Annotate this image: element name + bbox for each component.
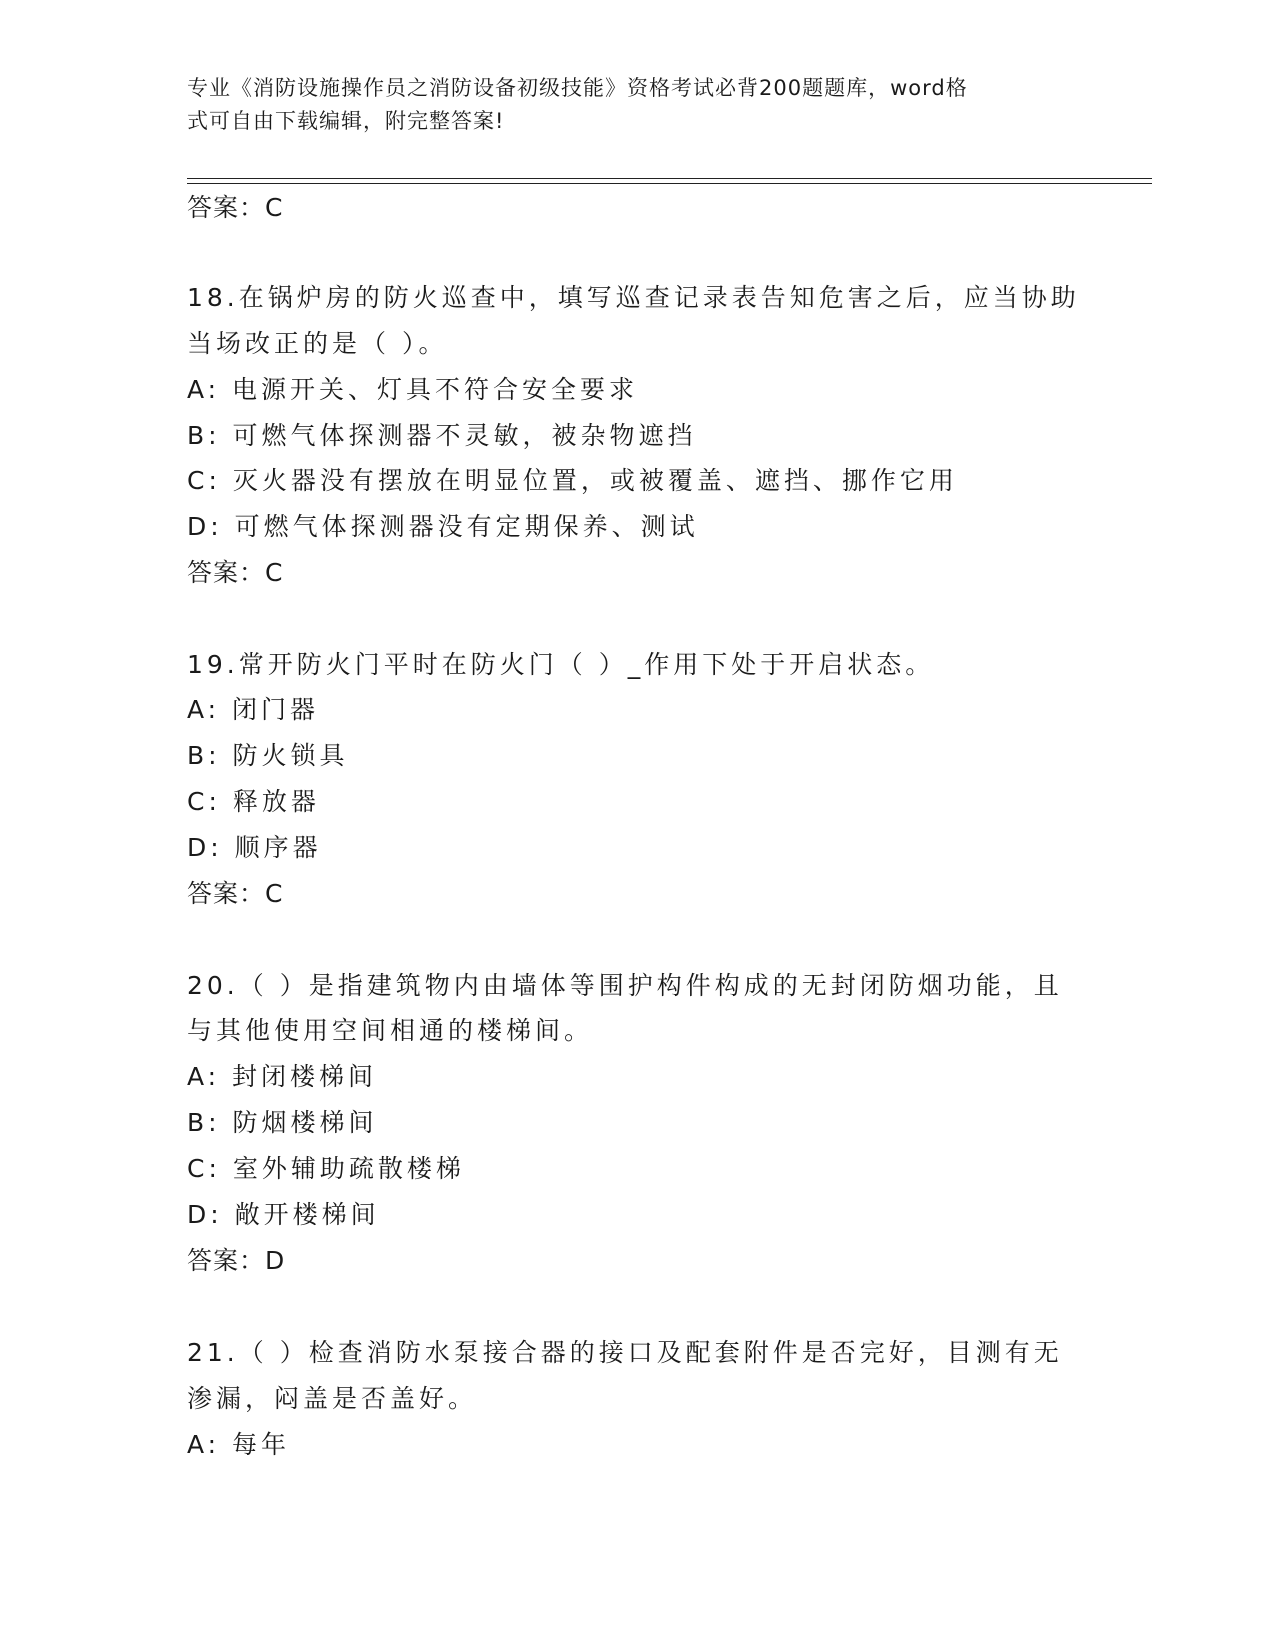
question-19-answer: 答案：C — [187, 879, 284, 908]
question-18-line-2: 当场改正的是（ ）。 — [187, 329, 448, 358]
question-20-option-a: A: 封闭楼梯间 — [187, 1062, 378, 1091]
question-20-answer: 答案：D — [187, 1246, 286, 1275]
question-18-option-a: A: 电源开关、灯具不符合安全要求 — [187, 375, 639, 404]
header-line-2: 式可自由下载编辑，附完整答案! — [187, 109, 505, 133]
question-18-option-d: D: 可燃气体探测器没有定期保养、测试 — [187, 512, 699, 541]
question-19-option-c: C: 释放器 — [187, 787, 320, 816]
question-21-option-a: A: 每年 — [187, 1430, 291, 1459]
question-19-option-d: D: 顺序器 — [187, 833, 322, 862]
question-18-option-b: B: 可燃气体探测器不灵敏，被杂物遮挡 — [187, 421, 697, 450]
question-18-answer: 答案：C — [187, 558, 284, 587]
question-20-option-c: C: 室外辅助疏散楼梯 — [187, 1154, 465, 1183]
question-19-option-a: A: 闭门器 — [187, 695, 320, 724]
header-rule-top — [187, 178, 1152, 179]
question-20-line-1: 20.（ ）是指建筑物内由墙体等围护构件构成的无封闭防烟功能，且 — [187, 971, 1063, 1000]
question-20-option-b: B: 防烟楼梯间 — [187, 1108, 378, 1137]
question-19-option-b: B: 防火锁具 — [187, 741, 349, 770]
question-21-line-2: 渗漏，闷盖是否盖好。 — [187, 1384, 478, 1413]
header-line-1: 专业《消防设施操作员之消防设备初级技能》资格考试必背200题题库，word格 — [187, 76, 968, 100]
header-rule-bottom — [187, 183, 1152, 184]
question-20-option-d: D: 敞开楼梯间 — [187, 1200, 380, 1229]
question-20-line-2: 与其他使用空间相通的楼梯间。 — [187, 1016, 594, 1045]
question-18-option-c: C: 灭火器没有摆放在明显位置，或被覆盖、遮挡、挪作它用 — [187, 466, 958, 495]
question-21-line-1: 21.（ ）检查消防水泵接合器的接口及配套附件是否完好，目测有无 — [187, 1338, 1063, 1367]
answer-top: 答案：C — [187, 193, 284, 222]
question-18-line-1: 18.在锅炉房的防火巡查中，填写巡查记录表告知危害之后，应当协助 — [187, 283, 1080, 312]
question-19-line-1: 19.常开防火门平时在防火门（ ）_作用下处于开启状态。 — [187, 650, 935, 679]
document-header — [187, 72, 1067, 138]
